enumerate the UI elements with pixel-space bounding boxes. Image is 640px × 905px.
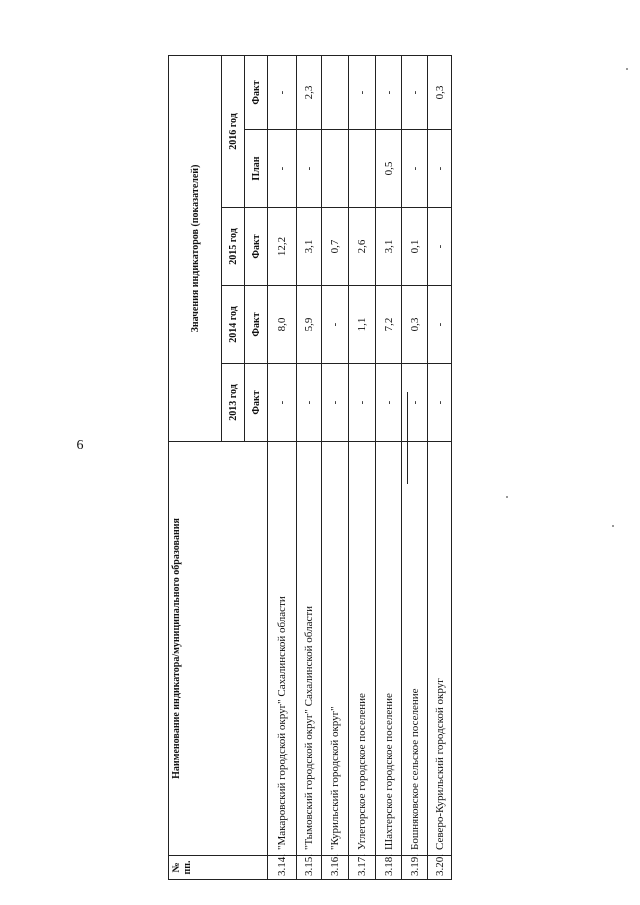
value-2016-plan	[349, 130, 376, 208]
value-2015: 2,6	[349, 208, 376, 286]
table-row	[268, 55, 297, 879]
table-row	[297, 55, 322, 879]
value-2016-plan: 0,5	[376, 130, 402, 208]
scan-speck	[626, 68, 628, 70]
value-2015: 12,2	[268, 208, 297, 286]
value-2016-fact: -	[402, 55, 428, 129]
value-2016-fact: -	[268, 55, 297, 129]
header-plan-2016: План	[245, 130, 268, 208]
value-2016-plan: -	[428, 130, 452, 208]
header-fact-2013: Факт	[245, 364, 268, 442]
value-2015: -	[428, 208, 452, 286]
scan-speck	[612, 525, 614, 527]
row-name: Северо-Курильский городской округ	[428, 442, 452, 856]
value-2013: -	[322, 364, 349, 442]
value-2014: 7,2	[376, 286, 402, 364]
value-2016-plan: -	[297, 130, 322, 208]
value-2016-fact: -	[349, 55, 376, 129]
value-2015: 3,1	[297, 208, 322, 286]
table-row	[428, 55, 452, 879]
indicator-table-rotated	[168, 56, 446, 880]
table-row	[402, 55, 428, 879]
value-2015: 0,7	[322, 208, 349, 286]
value-2014: 1,1	[349, 286, 376, 364]
row-name: Бошняковское сельское поселение	[402, 442, 428, 856]
value-2016-plan	[322, 130, 349, 208]
value-2014: 0,3	[402, 286, 428, 364]
row-name: "Макаровский городской округ" Сахалинской области	[268, 442, 297, 856]
value-2013: -	[428, 364, 452, 442]
header-num: № пп.	[169, 856, 268, 880]
value-2014: -	[428, 286, 452, 364]
row-name: "Курильский городской округ"	[322, 442, 349, 856]
row-num: 3.19.	[402, 856, 428, 880]
row-num: 3.15.	[297, 856, 322, 880]
header-fact-2016: Факт	[245, 55, 268, 129]
value-2016-plan: -	[402, 130, 428, 208]
indicator-table	[168, 55, 452, 880]
value-2016-fact	[322, 55, 349, 129]
value-2013: -	[402, 364, 428, 442]
header-name: Наименование индикатора/муниципального образования	[169, 442, 268, 856]
row-num: 3.14.	[268, 856, 297, 880]
row-num: 3.18.	[376, 856, 402, 880]
page-number: 6	[76, 438, 84, 453]
value-2013: -	[349, 364, 376, 442]
scan-speck	[506, 496, 508, 498]
value-2014: -	[322, 286, 349, 364]
row-name: "Тымовский городской округ" Сахалинской области	[297, 442, 322, 856]
closing-line-divider	[407, 392, 408, 484]
value-2014: 5,9	[297, 286, 322, 364]
table-row	[349, 55, 376, 879]
header-fact-2014: Факт	[245, 286, 268, 364]
row-name: Шахтерское городское поселение	[376, 442, 402, 856]
header-year-2015: 2015 год	[222, 208, 245, 286]
value-2016-fact: 0,3	[428, 55, 452, 129]
value-2013: -	[376, 364, 402, 442]
header-year-2014: 2014 год	[222, 286, 245, 364]
row-name: Углегорское городское поселение	[349, 442, 376, 856]
value-2016-fact: -	[376, 55, 402, 129]
value-2015: 0,1	[402, 208, 428, 286]
value-2016-plan: -	[268, 130, 297, 208]
header-values: Значения индикаторов (показателей)	[169, 55, 222, 441]
table-row	[376, 55, 402, 879]
header-row-1	[169, 55, 222, 879]
table-row	[322, 55, 349, 879]
header-year-2013: 2013 год	[222, 364, 245, 442]
row-num: 3.16.	[322, 856, 349, 880]
value-2013: -	[268, 364, 297, 442]
header-fact-2015: Факт	[245, 208, 268, 286]
value-2016-fact: 2,3	[297, 55, 322, 129]
row-num: 3.17.	[349, 856, 376, 880]
value-2014: 8,0	[268, 286, 297, 364]
header-year-2016: 2016 год	[222, 55, 245, 207]
value-2015: 3,1	[376, 208, 402, 286]
row-num: 3.20.	[428, 856, 452, 880]
value-2013: -	[297, 364, 322, 442]
